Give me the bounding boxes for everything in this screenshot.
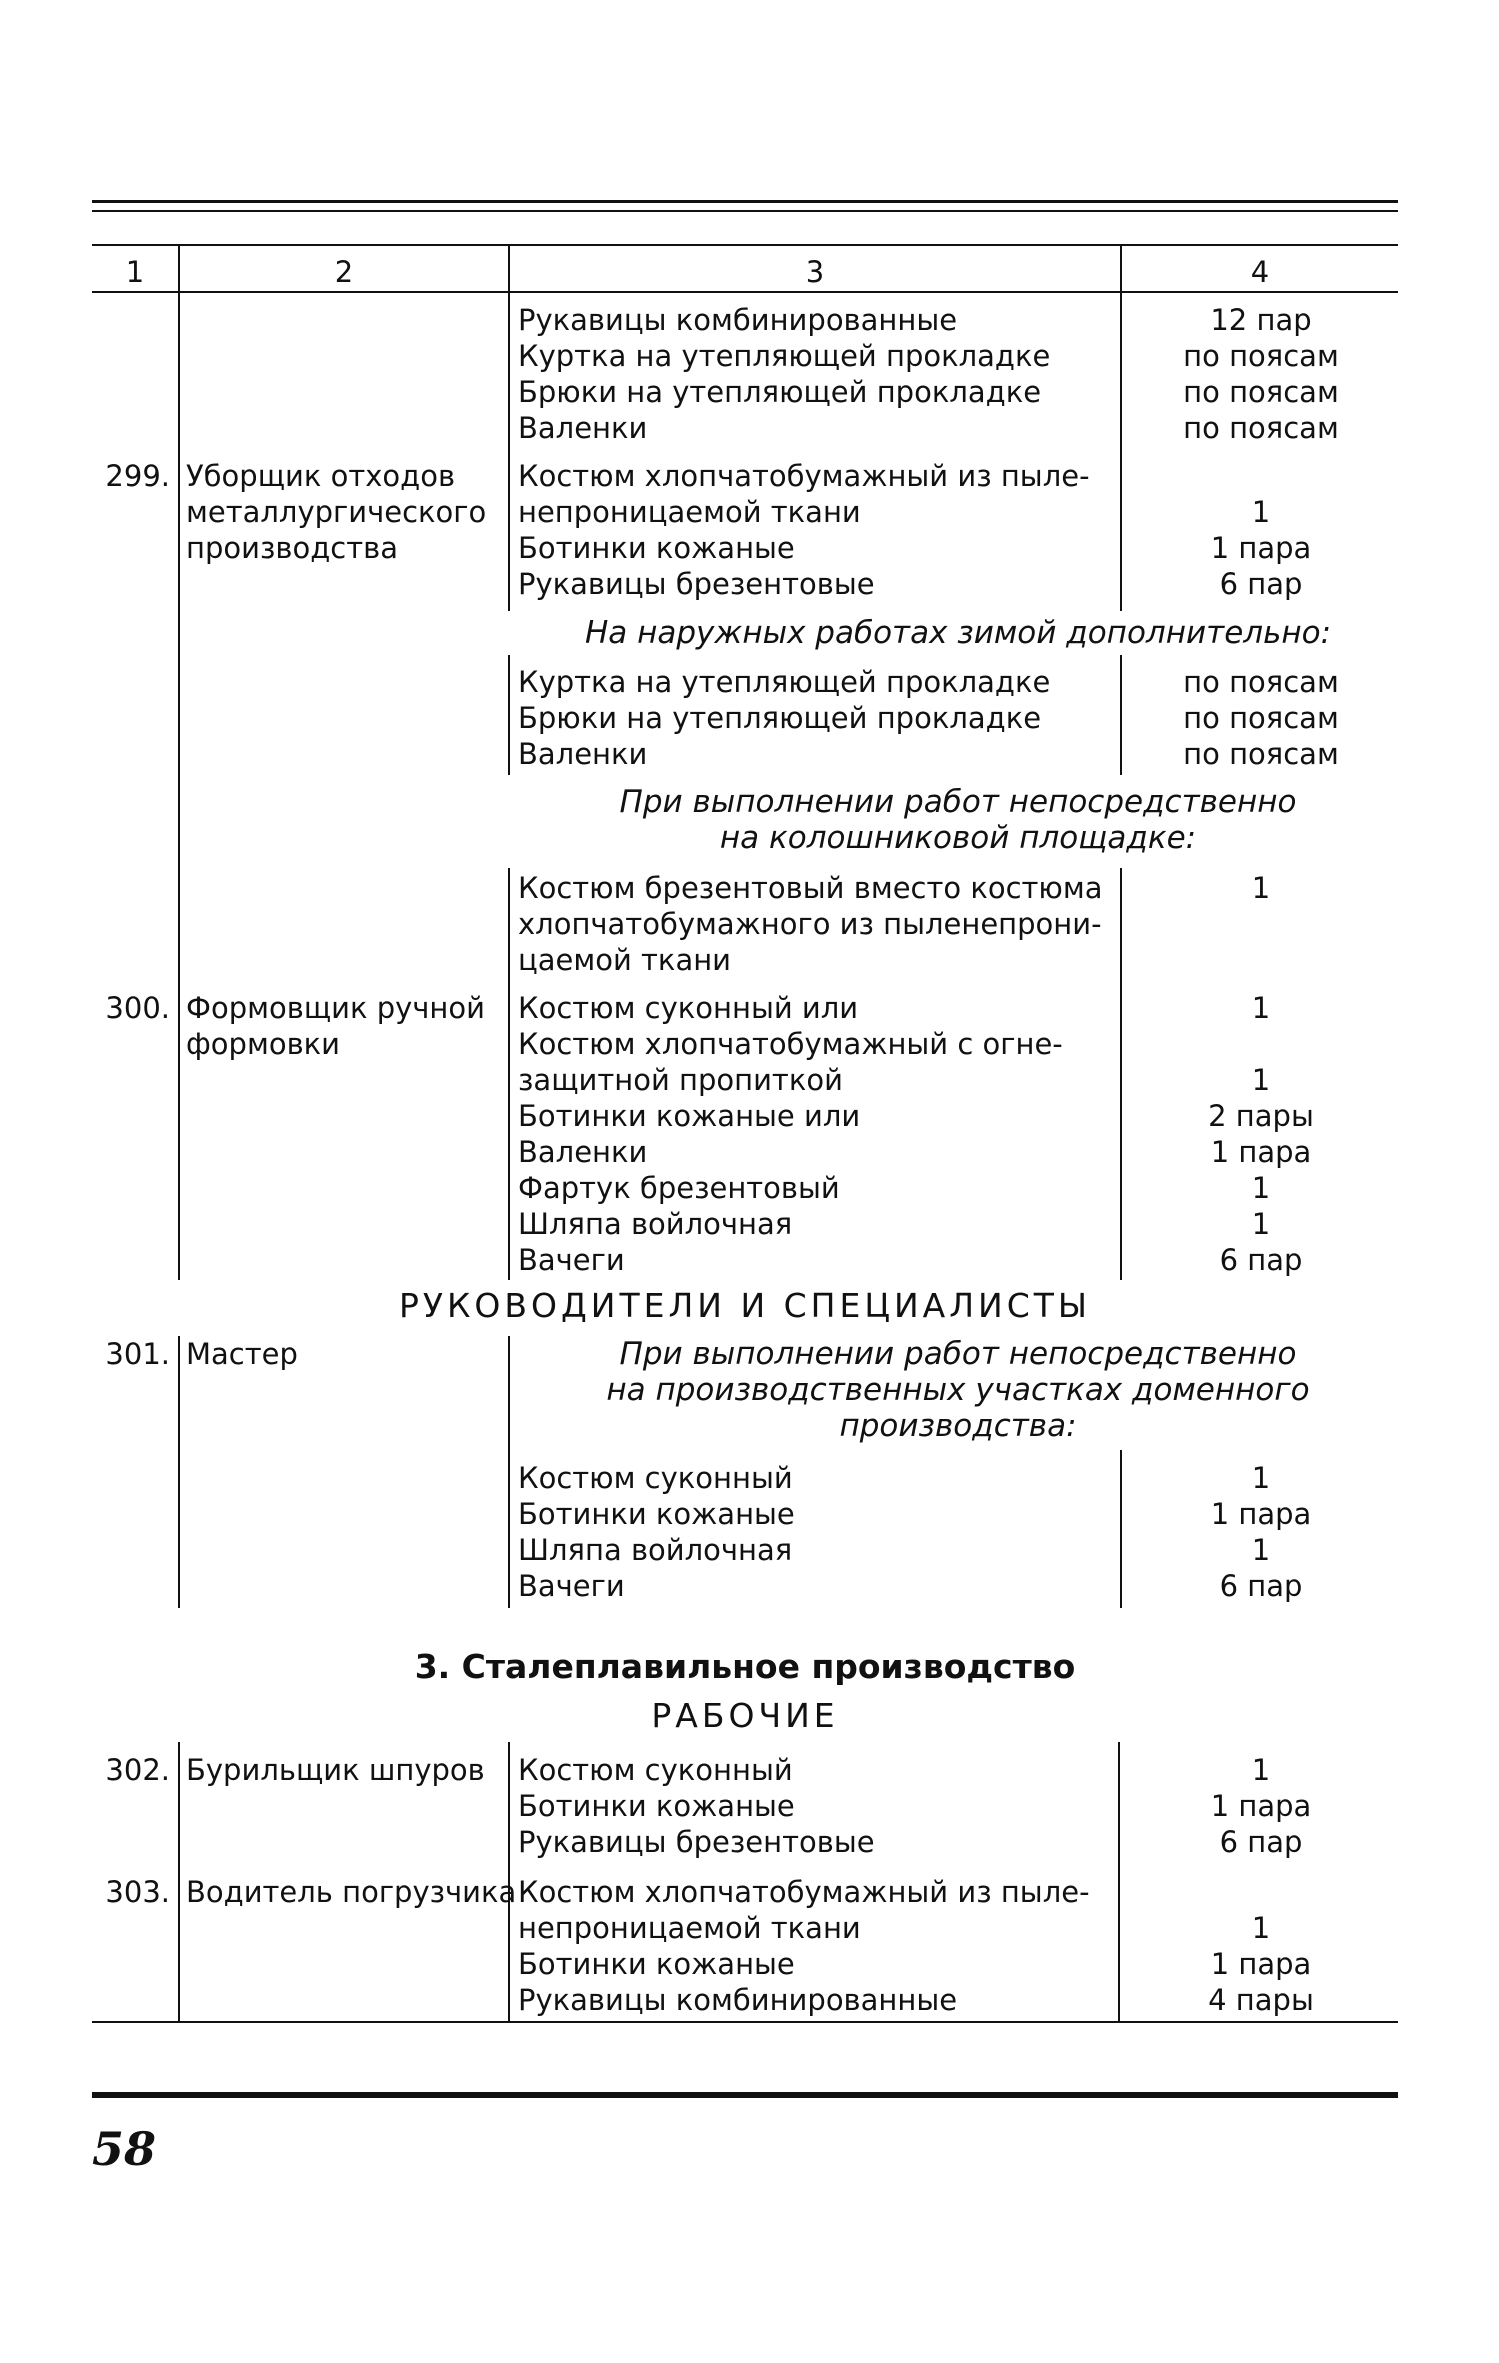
qty-text: 1 [1251,991,1271,1025]
qty-text: по поясам [1183,665,1339,699]
note-domain: При выполнении работ непосредственно [619,1336,1297,1372]
qty-text: 1 пара [1210,531,1312,565]
header-vline-3 [1120,244,1122,293]
item-text: Рукавицы брезентовые [518,1825,875,1859]
note-domain: производства: [839,1408,1077,1444]
page-number: 58 [92,2122,157,2176]
qty-text: по поясам [1183,737,1339,771]
row-number-299: 299. [105,459,170,493]
qty-text: 1 [1251,1207,1271,1241]
item-text: Шляпа войлочная [518,1207,793,1241]
col-line-3f [1118,1742,1120,2022]
item-text: Валенки [518,411,648,445]
profession-300: формовки [186,1027,341,1061]
item-text: Костюм суконный [518,1461,793,1495]
item-text: Рукавицы брезентовые [518,567,875,601]
item-text: Брюки на утепляющей прокладке [518,701,1042,735]
item-text: Фартук брезентовый [518,1171,840,1205]
top-rule-thin [92,210,1398,212]
qty-text: по поясам [1183,701,1339,735]
item-text: Костюм хлопчатобумажный из пыле- [518,1875,1090,1909]
item-text: цаемой ткани [518,943,732,977]
item-text: Брюки на утепляющей прокладке [518,375,1042,409]
header-bottom-line [92,291,1398,293]
item-text: Костюм хлопчатобумажный с огне- [518,1027,1063,1061]
qty-text: 4 пары [1208,1983,1314,2017]
item-text: Куртка на утепляющей прокладке [518,339,1051,373]
col-line-2c [508,868,510,1280]
item-text: Ботинки кожаные [518,1789,795,1823]
header-vline-2 [508,244,510,293]
qty-text: по поясам [1183,339,1339,373]
item-text: Ботинки кожаные или [518,1099,861,1133]
profession-299: металлургического [186,495,487,529]
row-number-303: 303. [105,1875,170,1909]
table-bottom-line [92,2021,1398,2023]
qty-text: по поясам [1183,375,1339,409]
header-col-4: 4 [1250,255,1270,289]
item-text: Костюм брезентовый вместо костюма [518,871,1103,905]
col-line-2b [508,655,510,775]
profession-303: Водитель погрузчика [186,1875,517,1909]
header-vline-1 [178,244,180,293]
qty-text: 1 [1251,1753,1271,1787]
header-col-3: 3 [805,255,825,289]
item-text: Вачеги [518,1569,625,1603]
profession-302: Бурильщик шпуров [186,1753,485,1787]
item-text: Шляпа войлочная [518,1533,793,1567]
qty-text: 6 пар [1219,1825,1303,1859]
qty-text: 12 пар [1210,303,1312,337]
col-line-1f [178,1742,180,2022]
item-text: Вачеги [518,1243,625,1277]
qty-text: 1 пара [1210,1947,1312,1981]
item-text: Костюм хлопчатобумажный из пыле- [518,459,1090,493]
col-line-2e [508,1450,510,1608]
note-winter: На наружных работах зимой дополнительно: [584,615,1332,651]
row-number-300: 300. [105,991,170,1025]
item-text: Ботинки кожаные [518,1947,795,1981]
note-kolosh: При выполнении работ непосредственно [619,784,1297,820]
qty-text: 2 пары [1208,1099,1314,1133]
qty-text: 1 [1251,871,1271,905]
qty-text: 6 пар [1219,1243,1303,1277]
top-rule-thick [92,200,1398,203]
section-heading-managers: РУКОВОДИТЕЛИ И СПЕЦИАЛИСТЫ [398,1286,1092,1325]
note-domain: на производственных участках доменного [606,1372,1310,1408]
item-text: Костюм суконный [518,1753,793,1787]
item-text: непроницаемой ткани [518,495,861,529]
qty-text: 6 пар [1219,1569,1303,1603]
item-text: непроницаемой ткани [518,1911,861,1945]
qty-text: 1 пара [1210,1135,1312,1169]
item-text: Ботинки кожаные [518,531,795,565]
profession-299: Уборщик отходов [186,459,456,493]
qty-text: 1 пара [1210,1789,1312,1823]
qty-text: 1 [1251,1911,1271,1945]
item-text: защитной пропиткой [518,1063,843,1097]
qty-text: по поясам [1183,411,1339,445]
item-text: Ботинки кожаные [518,1497,795,1531]
profession-300: Формовщик ручной [186,991,485,1025]
row-number-302: 302. [105,1753,170,1787]
item-text: Рукавицы комбинированные [518,1983,958,2017]
item-text: Куртка на утепляющей прокладке [518,665,1051,699]
header-top-line [92,244,1398,246]
header-col-1: 1 [125,255,145,289]
item-text: Костюм суконный или [518,991,859,1025]
profession-299: производства [186,531,398,565]
qty-text: 1 [1251,495,1271,529]
item-text: хлопчатобумажного из пыленепрони- [518,907,1102,941]
section-heading-workers: РАБОЧИЕ [651,1696,839,1735]
item-text: Валенки [518,737,648,771]
qty-text: 1 [1251,1533,1271,1567]
bottom-rule-thick [92,2092,1398,2098]
col-line-1d [178,1336,180,1608]
qty-text: 1 [1251,1063,1271,1097]
col-line-1a [178,293,180,1280]
row-number-301: 301. [105,1337,170,1371]
header-col-2: 2 [334,255,354,289]
note-kolosh: на колошниковой площадке: [719,820,1197,856]
qty-text: 1 [1251,1461,1271,1495]
item-text: Валенки [518,1135,648,1169]
profession-301: Мастер [186,1337,298,1371]
section-heading-steel: 3. Сталеплавильное производство [414,1647,1076,1686]
item-text: Рукавицы комбинированные [518,303,958,337]
qty-text: 1 [1251,1171,1271,1205]
col-line-2a [508,293,510,611]
qty-text: 6 пар [1219,567,1303,601]
qty-text: 1 пара [1210,1497,1312,1531]
